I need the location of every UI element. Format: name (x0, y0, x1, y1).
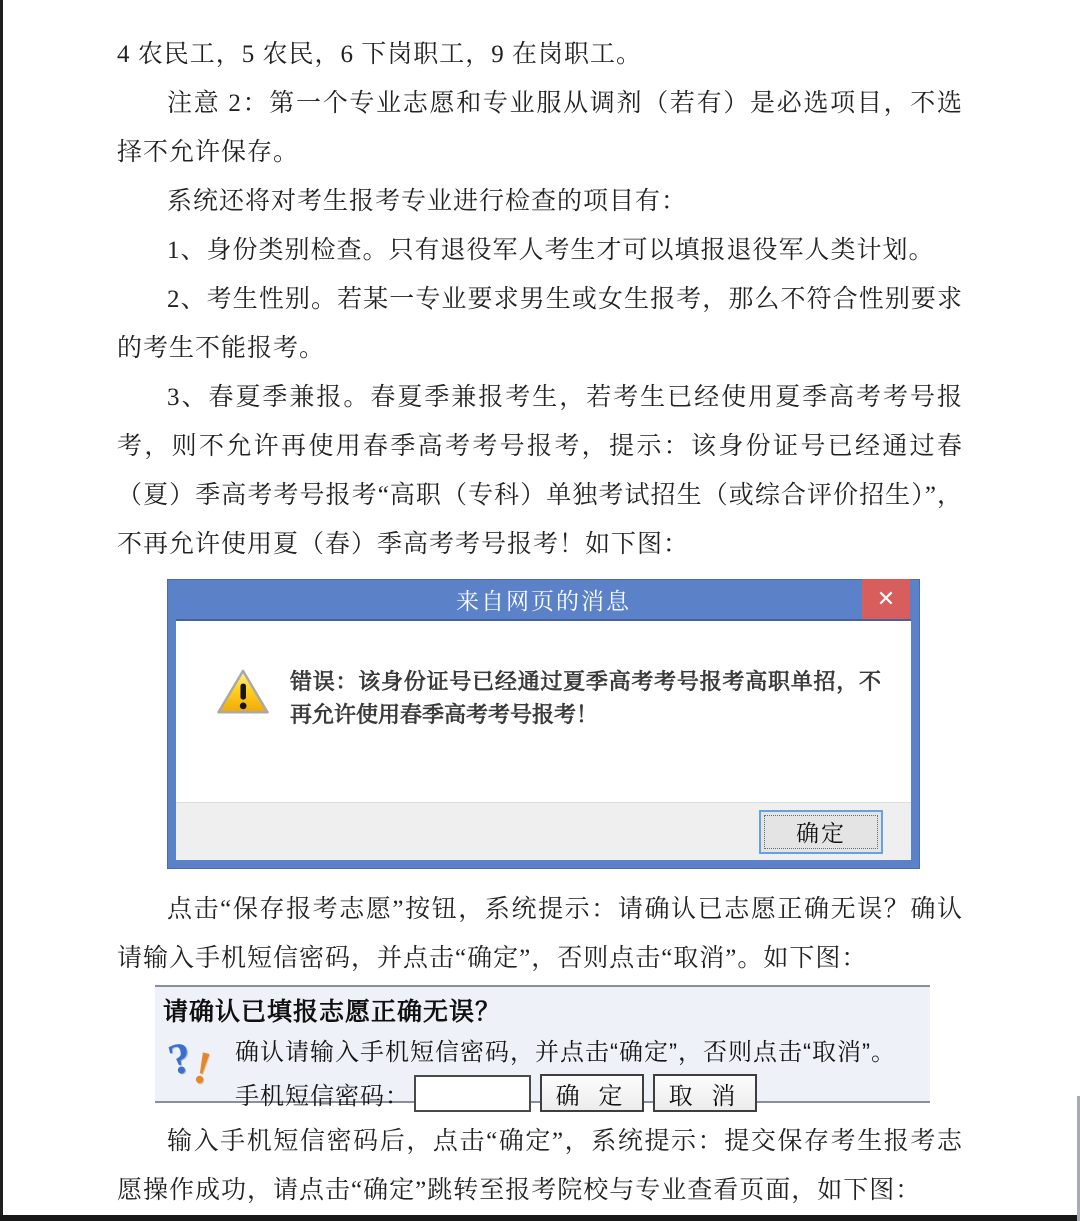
page-bottom-edge (0, 1215, 1080, 1221)
confirm-ok-button[interactable]: 确 定 (540, 1074, 644, 1112)
paragraph-note2: 注意 2：第一个专业志愿和专业服从调剂（若有）是必选项目，不选择不允许保存。 (117, 90, 963, 166)
confirm-cancel-button[interactable]: 取 消 (653, 1074, 757, 1112)
question-mark-glyph: ? (163, 1032, 197, 1085)
dialog-body (176, 619, 911, 860)
ok-button[interactable]: 确定 (759, 810, 883, 854)
paragraph-check-intro: 系统还将对考生报考专业进行检查的项目有： (167, 188, 688, 215)
question-icon (163, 1032, 225, 1095)
close-icon[interactable]: ✕ (862, 579, 910, 619)
webpage-message-dialog (167, 579, 920, 869)
dialog-title: 来自网页的消息 (456, 587, 631, 614)
dialog-titlebar[interactable] (167, 579, 920, 619)
sms-password-input[interactable] (414, 1075, 531, 1112)
page-left-edge (0, 0, 3, 1221)
exclamation-mark-glyph: ! (189, 1040, 217, 1095)
paragraph-worker-codes: 4 农民工，5 农民，6 下岗职工，9 在岗职工。 (117, 41, 643, 68)
paragraph-submit-success: 输入手机短信密码后，点击“确定”，系统提示：提交保存考生报考志愿操作成功，请点击“确定”跳转至报考院校与专业查看页面，如下图： (117, 1128, 963, 1204)
paragraph-check-identity: 1、身份类别检查。只有退役军人考生才可以填报退役军人类计划。 (167, 237, 935, 264)
paragraph-check-gender: 2、考生性别。若某一专业要求男生或女生报考，那么不符合性别要求的考生不能报考。 (117, 286, 963, 362)
password-row (235, 1074, 930, 1112)
password-label: 手机短信密码： (235, 1082, 410, 1110)
confirm-heading: 请确认已填报志愿正确无误？ (163, 998, 502, 1026)
warning-icon (216, 667, 270, 722)
error-message-text: 错误：该身份证号已经通过夏季高考考号报考高职单招，不再允许使用春季高考考号报考！ (290, 669, 881, 727)
confirm-message: 确认请输入手机短信密码，并点击“确定”，否则点击“取消”。 (235, 1039, 896, 1066)
dialog-message-area (176, 621, 911, 802)
paragraph-check-season: 3、春夏季兼报。春夏季兼报考生，若考生已经使用夏季高考考号报考，则不允许再使用春季高考考号报考，提示：该身份证号已经通过春（夏）季高考考号报考“高职（专科）单独考试招生（或综合评价招生）”，不再允许使用夏（春）季高考考号报考！如下图： (117, 384, 963, 558)
confirm-volunteer-dialog (155, 985, 930, 1110)
paragraph-save-hint: 点击“保存报考志愿”按钮，系统提示：请确认已志愿正确无误？确认请输入手机短信密码，并点击“确定”，否则点击“取消”。如下图： (117, 896, 963, 972)
dialog-footer (176, 802, 911, 860)
